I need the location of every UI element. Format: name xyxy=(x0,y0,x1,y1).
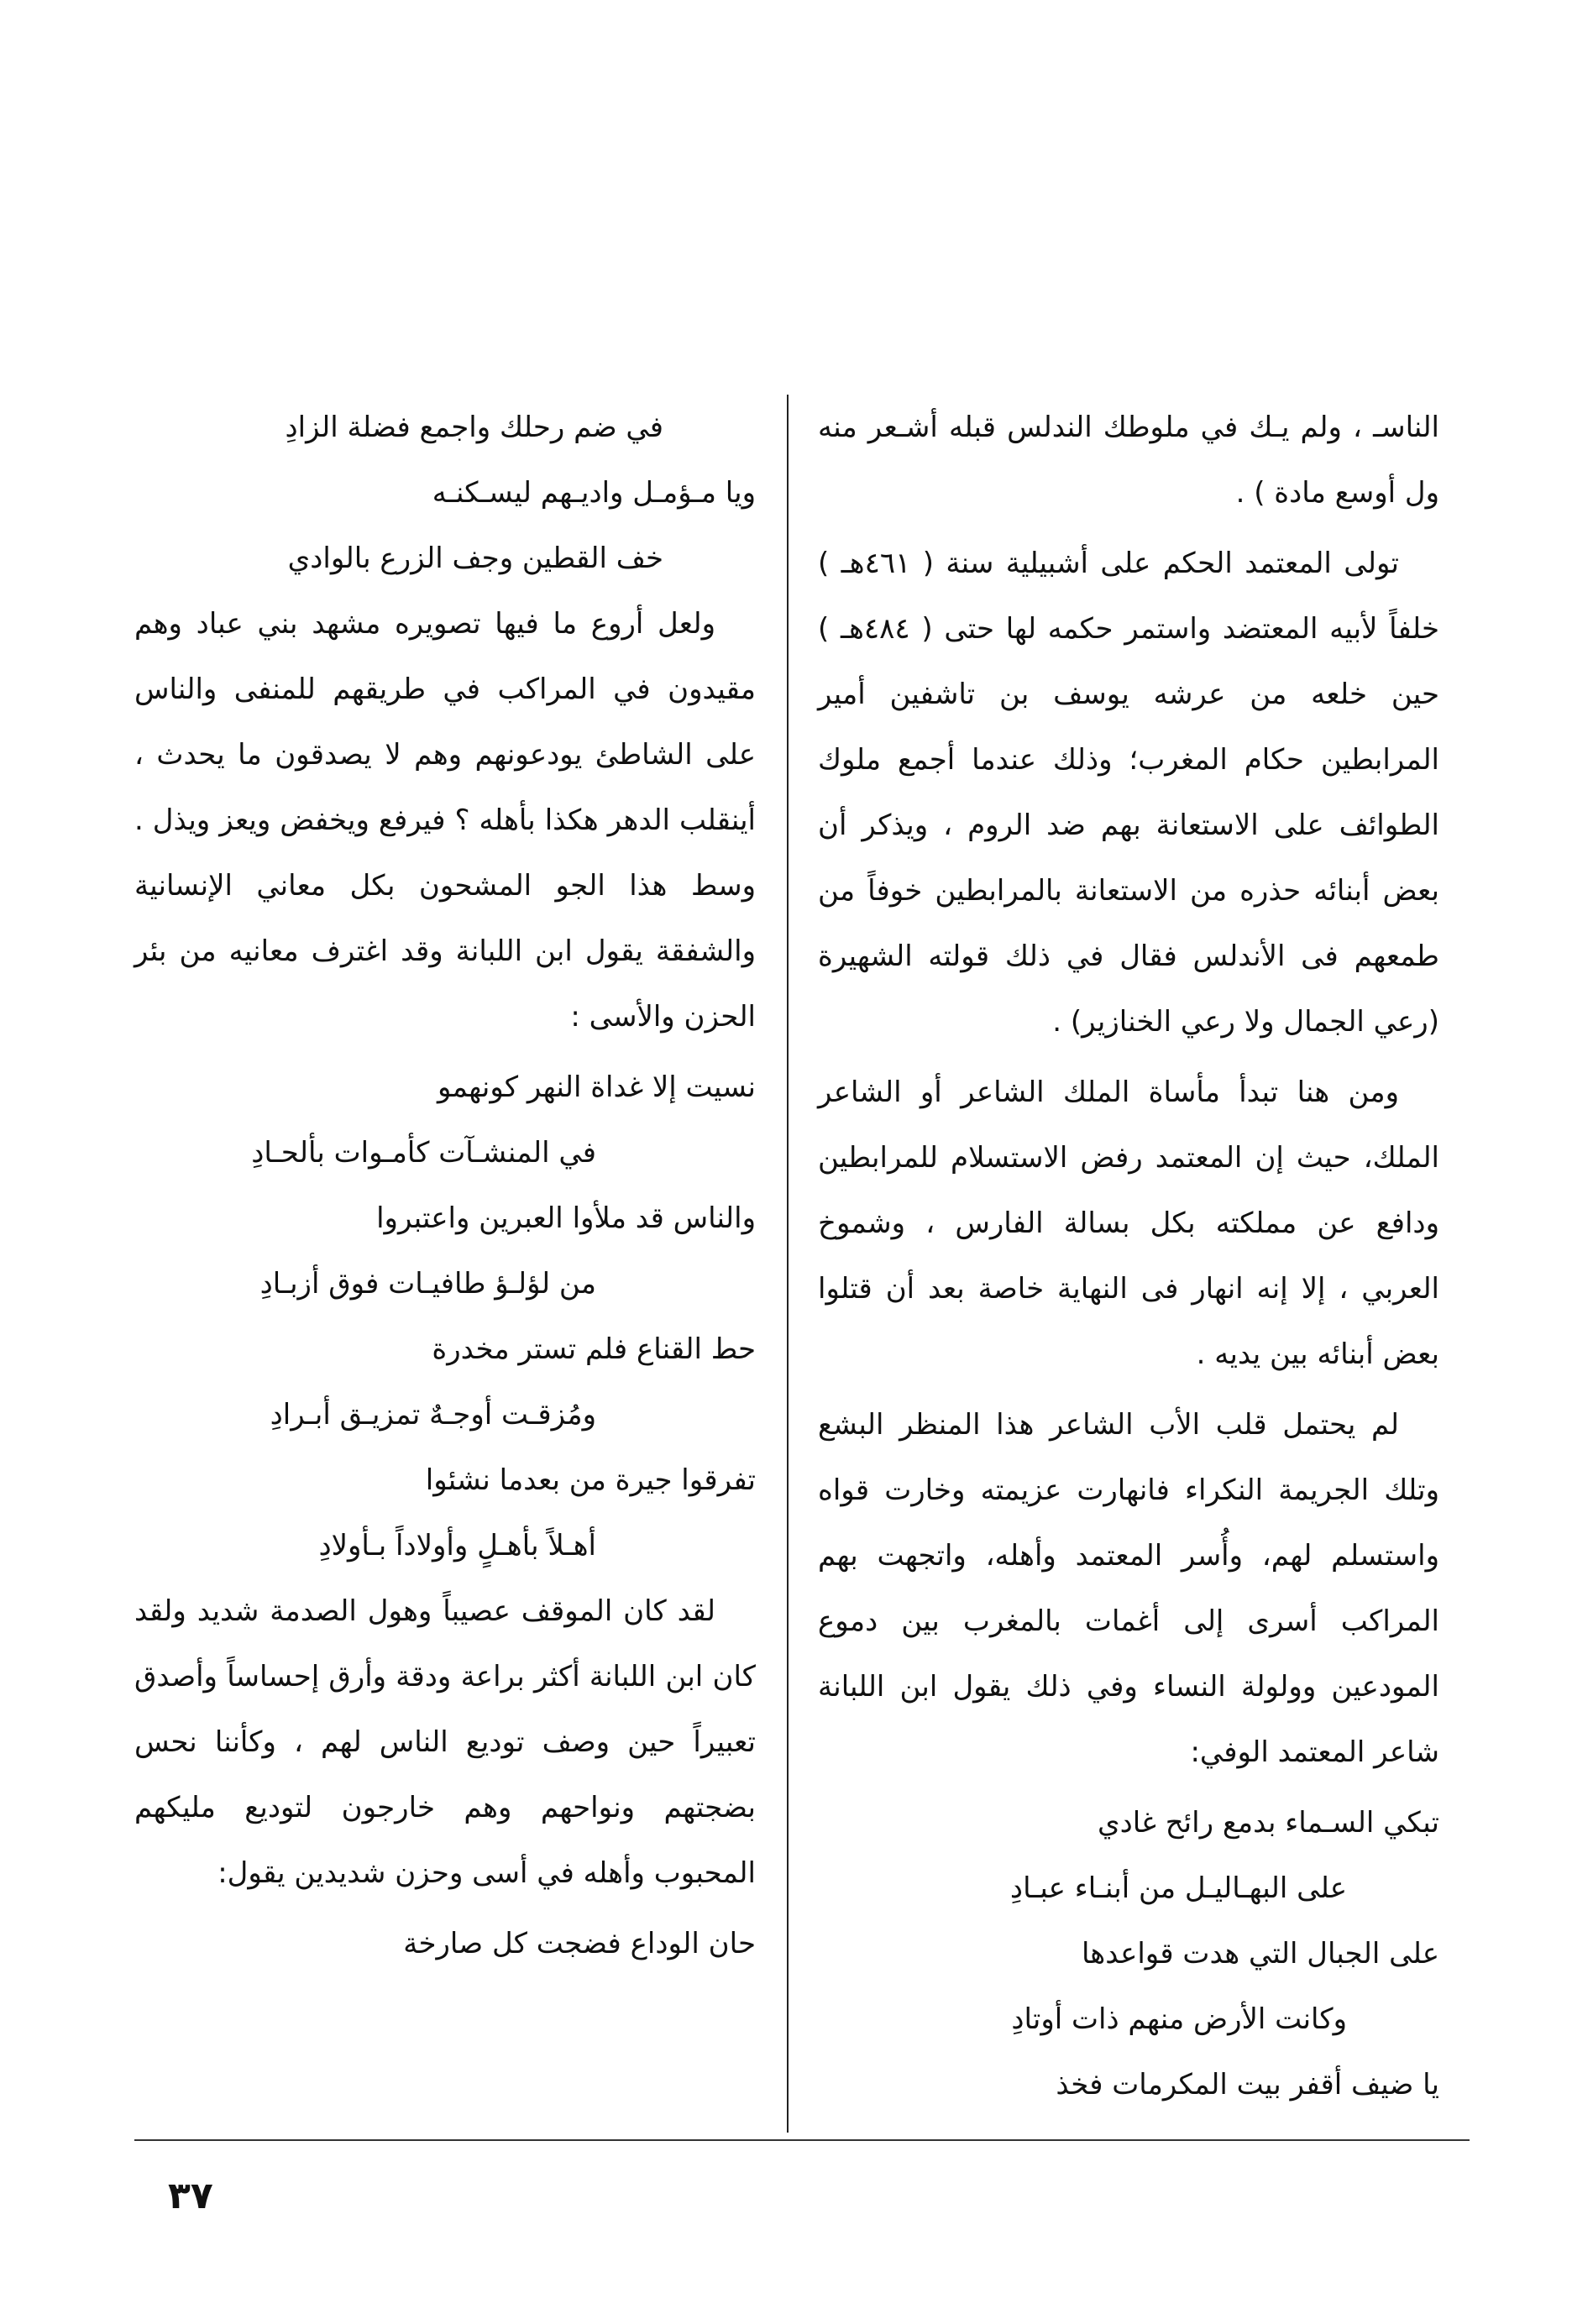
poem-verse: نسيت إلا غداة النهر كونهمو xyxy=(438,1070,756,1104)
poem-verse: خف القطين وجف الزرع بالوادي xyxy=(287,542,663,575)
poem-verse: يا ضيف أقفر بيت المكرمات فخذ xyxy=(1056,2068,1439,2102)
poem-verse: في ضم رحلك واجمع فضلة الزادِ xyxy=(285,411,663,444)
poem-verse: في المنشـآت كأمـوات بألحـادِ xyxy=(251,1136,596,1170)
paragraph: ولعل أروع ما فيها تصويره مشهد بني عباد وهم مقيدون في المراكب في طريقهم للمنفى والناس على الشاطئ يودعونهم وهم لا يصدقون ما يحدث ، أينقلب الدهر هكذا بأهله ؟ فيرفع ويخفض ويعز ويذل . وسط هذا الجو المشحون بكل معاني الإنسانية والشفقة يقول ابن اللبانة وقد اغترف معانيه من بئر الحزن والأسى : xyxy=(134,607,756,1034)
footer-rule xyxy=(134,2139,1470,2141)
paragraph: تولى المعتمد الحكم على أشبيلية سنة ( ٤٦١هـ ) خلفاً لأبيه المعتضد واستمر حكمه لها حتى ( ٤٨٤هـ ) حين خلعه من عرشه يوسف بن تاشفين أمير المرابطين حكام المغرب؛ وذلك عندما أجمع ملوك الطوائف على الاستعانة بهم ضد الروم ، ويذكر أن بعض أبنائه حذره من الاستعانة بالمرابطين خوفاً من طمعهم فى الأندلس فقال في ذلك قولته الشهيرة (رعي الجمال ولا رعي الخنازير) . xyxy=(818,547,1439,1039)
poem-verse: وكانت الأرض منهم ذات أوتادِ xyxy=(1011,2002,1347,2036)
poem-verse: ويا مـؤمـل واديـهم ليسـكنـه xyxy=(432,476,756,510)
poem-verse: حان الوداع فضجت كل صارخة xyxy=(403,1927,756,1960)
left-column xyxy=(134,395,756,1976)
poem-verse: تفرقوا جيرة من بعدما نشئوا xyxy=(425,1463,756,1497)
page-number: ٣٧ xyxy=(168,2175,213,2217)
right-column xyxy=(818,395,1439,2117)
poem-verse: على البهـاليـل من أبنـاء عبـادِ xyxy=(1009,1871,1347,1905)
paragraph: لم يحتمل قلب الأب الشاعر هذا المنظر البشع وتلك الجريمة النكراء فانهارت عزيمته وخارت قواه واستسلم لهم، وأُسر المعتمد وأهله، واتجهت بهم المراكب أسرى إلى أغمات بالمغرب بين دموع المودعين وولولة النساء وفي ذلك يقول ابن اللبانة شاعر المعتمد الوفي: xyxy=(818,1408,1439,1769)
poem-verse: من لؤلـؤ طافيـات فوق أزبـادِ xyxy=(259,1267,596,1301)
paragraph: لقد كان الموقف عصيباً وهول الصدمة شديد ولقد كان ابن اللبانة أكثر براعة ودقة وأرق إحساساً وأصدق تعبيراً حين وصف توديع الناس لهم ، وكأننا نحس بضجتهم ونواحهم وهم خارجون لتوديع مليكهم المحبوب وأهله في أسى وحزن شديدين يقول: xyxy=(134,1594,756,1890)
paragraph: ومن هنا تبدأ مأساة الملك الشاعر أو الشاعر الملك، حيث إن المعتمد رفض الاستسلام للمرابطين ودافع عن مملكته بكل بسالة الفارس ، وشموخ العربي ، إلا إنه انهار فى النهاية خاصة بعد أن قتلوا بعض أبنائه بين يديه . xyxy=(818,1076,1439,1371)
poem-verse: حط القناع فلم تستر مخدرة xyxy=(432,1332,756,1366)
poem-verse: أهـلاً بأهـلٍ وأولاداً بـأولادِ xyxy=(318,1529,596,1562)
poem-verse: والناس قد ملأوا العبرين واعتبروا xyxy=(376,1201,756,1235)
poem-verse: ومُزقـت أوجـهٌ تمزيـق أبـرادِ xyxy=(270,1398,596,1432)
paragraph: الناسـ ، ولم يـك في ملوطك الندلس قبله أشـعر منه ول أوسع مادة ) . xyxy=(818,411,1439,510)
column-divider xyxy=(787,395,789,2133)
poem-verse: تبكي السـماء بدمع رائح غادي xyxy=(1098,1806,1439,1840)
poem-verse: على الجبال التي هدت قواعدها xyxy=(1081,1937,1439,1971)
